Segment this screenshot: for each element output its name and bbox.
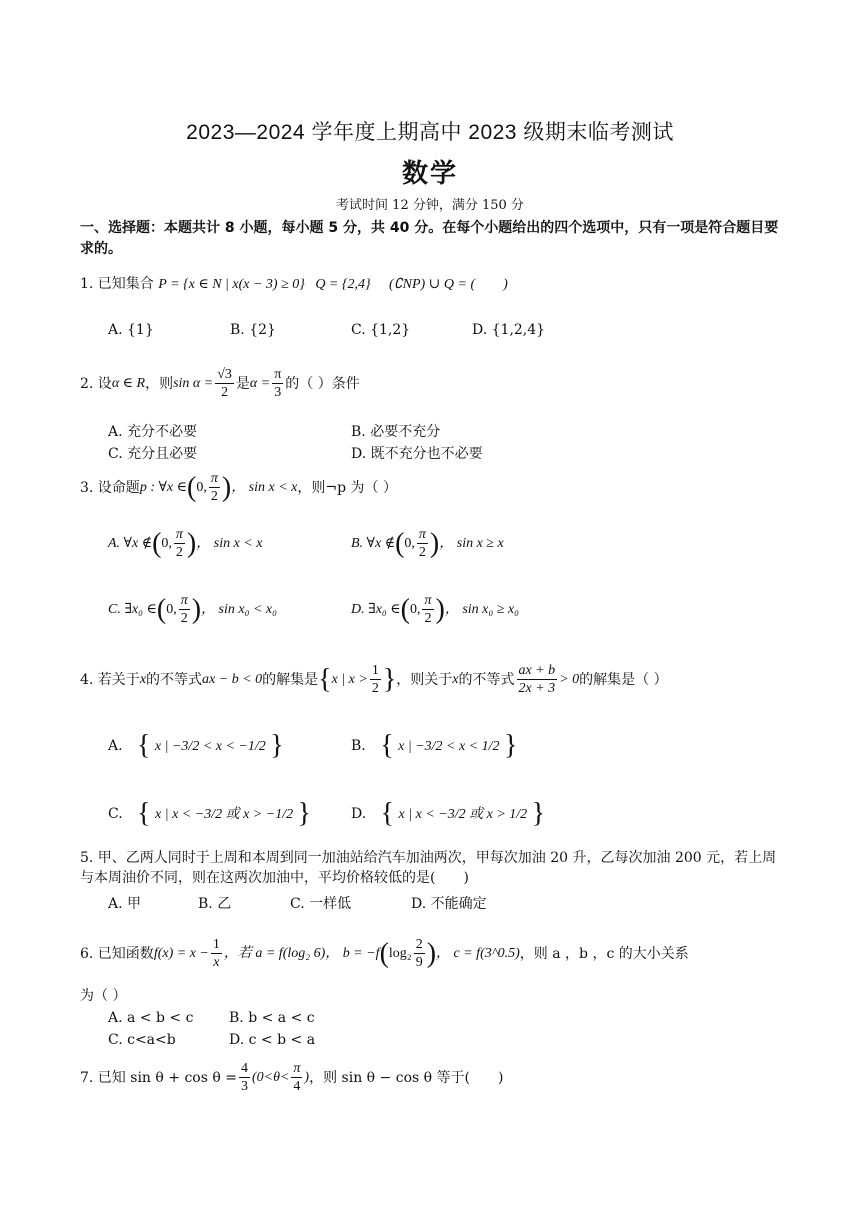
q6-log2: log₂ [388,945,412,961]
q4-d-label: D. [351,806,367,822]
q1-expr: (∁NP) ∪ Q = ( ) [389,277,508,292]
q3-paren-open: ( [187,471,197,503]
q6-option-d: D. c < b < a [229,1032,316,1048]
q4-a-brace-close: } [270,730,284,761]
q4-gt0: > 0 [559,671,580,687]
q4-option-c [108,798,311,829]
q3-paren-close: ) [221,471,232,503]
q4-frac-num: ax + b [518,663,556,678]
q3-option-c [108,592,277,627]
q3-d-frac-den: 2 [424,611,432,626]
q7-pi-over-4 [291,1060,302,1095]
q3-d-cond: ， sin x₀ ≥ x₀ [444,601,520,617]
q4-brace-open: { [318,663,332,695]
q3-b-prefix: B. ∀x ∉ [351,535,396,551]
q3-d-frac-num: π [424,593,432,608]
q2-then: ，则 [145,375,174,392]
q3-c-frac [179,592,190,627]
question-2 [80,366,360,401]
q4-ineq: ax − b < 0 [202,671,263,687]
q3-b-frac-num: π [418,527,426,542]
q7-four2: 4 [293,1079,301,1094]
q6-b-def: ， b = −f [325,945,380,961]
q4-b-brace-open: { [380,730,394,761]
q4-option-b [351,730,518,761]
q2-pi-num: π [274,367,282,382]
q3-interval-left: 0, [196,479,207,495]
q4-fraction [517,662,558,697]
q6-option-a: A. a < b < c [108,1010,194,1026]
q3-b-frac [417,526,428,561]
q2-pi-den: 3 [274,385,282,400]
question-4 [80,662,668,697]
q1-set-q: Q = {2,4} [315,277,371,292]
exam-title: 2023—2024 学年度上期高中 2023 级期末临考测试 [186,121,674,144]
q2-sqrt3-over-2 [215,366,234,401]
q6-wrap: 为（ ） [80,988,127,1004]
q2-frac-num: √3 [217,367,232,382]
question-1 [80,274,508,295]
question-3 [80,470,397,505]
q4-b-brace-close: } [503,730,518,761]
q7-four-thirds [239,1060,250,1095]
q2-alpha-r: α ∈ R [111,375,146,391]
subject-title: 数学 [401,159,458,189]
q2-is: 是 [235,375,250,392]
q3-c-paren-open: ( [156,593,167,625]
q3-d-paren-close: ) [435,593,445,625]
q3-d-interval: 0, [409,601,421,617]
q4-prefix: 4. 若关于 [80,671,140,688]
q7-pi: π [293,1061,301,1076]
q3-c-frac-num: π [180,593,188,608]
q3-pi-over-2 [209,470,220,505]
q6-paren-close: ) [426,937,437,969]
q3-a-cond: ， sin x < x [196,535,263,551]
q3-a-frac-num: π [175,527,183,542]
q3-prefix: 3. 设命题 [80,479,140,496]
q4-a-label: A. [108,738,123,754]
q3-option-a [108,526,262,561]
section-heading: 一、选择题：本题共计 8 小题，每小题 5 分，共 40 分。在每个小题给出的四个选项中，只有一项是符合题目要求的。 [80,220,779,257]
q4-brace-close: } [382,663,397,695]
q5-option-d: D. 不能确定 [411,896,487,912]
q2-frac-den: 2 [221,385,229,400]
q4-mid1: 的不等式 [146,671,203,688]
q1-option-b: B. {2} [230,322,276,338]
q3-a-paren-open: ( [152,527,162,559]
q6-x: x [213,955,220,970]
q5-option-a: A. 甲 [108,896,142,912]
q7-four: 4 [240,1061,248,1076]
q4-d-brace-open: { [380,798,395,829]
q6-c-def: ， c = f(3^0.5) [436,945,520,961]
q3-c-cond: ， sin x₀ < x₀ [201,601,278,617]
q3-c-frac-den: 2 [180,611,188,626]
q3-b-cond: ， sin x ≥ x [439,535,504,551]
q4-set: x | x > [331,671,368,687]
q6-two: 2 [415,937,423,952]
q2-alpha-eq: α = [249,375,271,391]
q1-option-a: A. {1} [108,322,154,338]
q4-var-x: x [139,671,147,687]
exam-info: 考试时间 12 分钟，满分 150 分 [336,198,524,213]
question-6 [80,936,689,971]
q3-c-interval: 0, [166,601,177,617]
q1-option-d: D. {1,2,4} [472,322,546,338]
q4-c-text: x | x < −3/2 或 x > −1/2 [155,807,294,822]
q3-cond: ， sin x < x [231,479,298,495]
q4-option-d [351,798,546,829]
q3-c-paren-close: ) [191,593,202,625]
q2-prefix: 2. 设 [80,375,112,392]
q4-mid4: 的不等式 [458,671,515,688]
question-5: 5. 甲、乙两人同时于上周和本周到同一加油站给汽车加油两次，甲每次加油 20 升，乙每次加油 200 元，若上周与本周油价不同，则在这两次加油中，平均价格较低的是( ) [80,850,777,886]
q6-func: f(x) = x − [153,945,209,961]
q6-one-over-x [211,936,222,971]
q4-half [370,662,381,697]
q6-option-b: B. b < a < c [229,1010,315,1026]
q6-prefix: 6. 已知函数 [80,945,154,962]
q3-b-frac-den: 2 [418,545,426,560]
q3-d-frac [422,592,433,627]
q4-suffix: 的解集是（ ） [579,671,668,688]
q6-nine: 9 [415,955,423,970]
q4-c-brace-open: { [137,798,151,829]
q4-d-brace-close: } [531,798,546,829]
q4-b-text: x | −3/2 < x < 1/2 [398,739,500,754]
q3-b-paren-close: ) [429,527,440,559]
q3-a-frac [174,526,185,561]
q3-suffix: ，则¬p 为（ ） [297,479,397,496]
q2-option-b: B. 必要不充分 [351,424,441,440]
q6-suffix: ，则 a ，b ，c 的大小关系 [519,945,689,962]
q3-a-frac-den: 2 [175,545,183,560]
q4-mid3: ，则关于 [396,671,453,688]
q3-prop: p : ∀x ∈ [139,479,188,495]
q4-half-den: 2 [371,681,379,696]
q2-suffix: 的（ ）条件 [285,375,360,392]
q3-option-b [351,526,504,561]
q3-b-interval: 0, [404,535,415,551]
q7-range-post: ) [304,1069,310,1085]
q4-c-label: C. [108,806,123,822]
q4-c-brace-close: } [297,798,311,829]
q3-a-interval: 0, [161,535,172,551]
q7-three: 3 [240,1079,248,1094]
q4-d-text: x | x < −3/2 或 x > 1/2 [398,807,528,822]
q7-range-pre: (0<θ< [251,1069,290,1085]
q3-pi-num: π [210,471,218,486]
q5-option-c: C. 一样低 [290,896,352,912]
q1-option-c: C. {1,2} [351,322,411,338]
q4-option-a [108,730,284,761]
question-7 [80,1060,503,1095]
q6-paren-open: ( [379,937,389,969]
q3-c-prefix: C. ∃x₀ ∈ [108,601,157,617]
q3-pi-den: 2 [210,489,218,504]
q2-option-d: D. 既不充分也不必要 [351,446,483,462]
q6-two-ninths [414,936,425,971]
q3-option-d [351,592,519,627]
q4-b-label: B. [351,738,366,754]
q2-pi-over-3 [272,366,283,401]
q3-d-prefix: D. ∃x₀ ∈ [351,601,401,617]
q1-set-p: P = {x ∈ N | x(x − 3) ≥ 0} [158,277,305,292]
q2-sin-lhs: sin α = [173,375,214,391]
q6-option-c: C. c<a<b [108,1032,176,1048]
q3-a-paren-close: ) [186,527,197,559]
q4-a-text: x | −3/2 < x < −1/2 [154,739,266,754]
q4-half-num: 1 [371,663,379,678]
q4-mid2: 的解集是 [262,671,319,688]
q5-option-b: B. 乙 [198,896,232,912]
q7-prefix: 7. 已知 sin θ + cos θ = [80,1069,237,1086]
q4-var-x2: x [452,671,459,687]
q7-suffix: ，则 sin θ − cos θ 等于( ) [309,1069,504,1086]
q3-b-paren-open: ( [395,527,405,559]
q2-option-c: C. 充分且必要 [108,446,198,462]
q2-option-a: A. 充分不必要 [108,424,198,440]
q4-frac-den: 2x + 3 [518,681,556,696]
q3-a-prefix: A. ∀x ∉ [108,535,153,551]
q4-a-brace-open: { [137,730,151,761]
q1-prefix: 1. 已知集合 [80,276,154,292]
q6-a-def: ，若 a = f(log₂ 6) [223,945,326,961]
q3-d-paren-open: ( [400,593,410,625]
q6-one: 1 [212,937,220,952]
